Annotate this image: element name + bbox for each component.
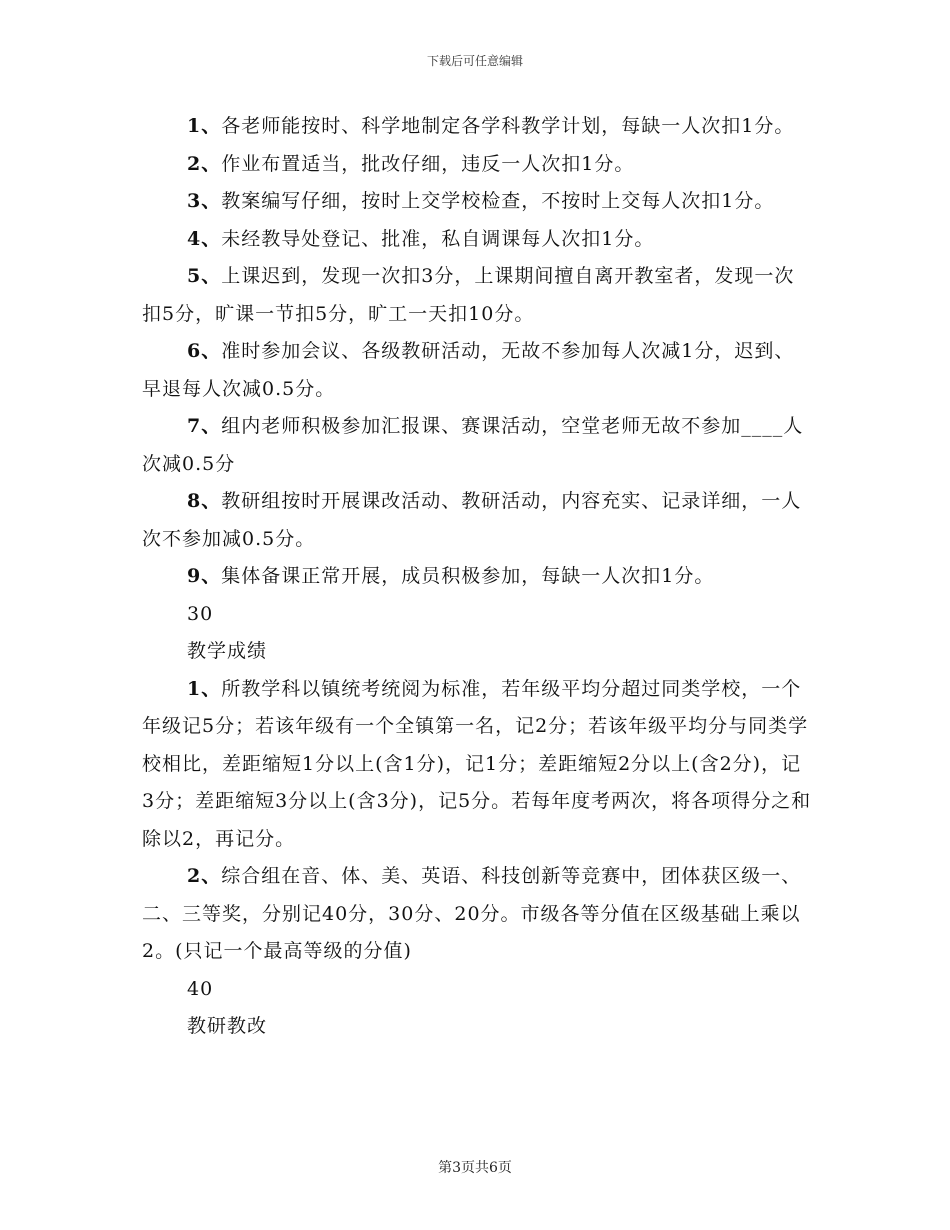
rule-item-4 [142,221,814,259]
rule-item-8 [142,483,814,558]
item-text: 上课迟到，发现一次扣3分，上课期间擅自离开教室者，发现一次扣5分，旷课一节扣5分，旷工一天扣10分。 [142,265,795,325]
item-text: 作业布置适当，批改仔细，违反一人次扣1分。 [221,152,635,175]
rule-item-7 [142,408,814,483]
section-title: 教研教改 [187,1015,268,1037]
item-number: 8、 [187,490,222,512]
achievement-item-1 [142,671,814,859]
rule-item-6 [142,333,814,408]
item-number: 2、 [187,152,222,175]
item-number: 3、 [187,190,222,212]
item-text: 所教学科以镇统考统阅为标准，若年级平均分超过同类学校，一个年级记5分；若该年级有一个全镇第一名，记2分；若该年级平均分与同类学校相比，差距缩短1分以上(含1分)，记1分；差距缩短2分以上(含2分)，记3分；差距缩短3分以上(含3分)，记5分。若每年度考两次，将各项得分之和除以2，再记分。 [142,677,812,850]
item-text: 集体备课正常开展，成员积极参加，每缺一人次扣1分。 [221,565,715,587]
section-title: 教学成绩 [187,640,268,662]
item-number: 5、 [187,265,222,287]
item-text: 各老师能按时、科学地制定各学科教学计划，每缺一人次扣1分。 [221,115,795,137]
rule-item-5 [142,258,814,333]
page-footer: 第3页共6页 [438,1160,512,1176]
rule-item-9 [142,558,814,596]
item-text: 教研组按时开展课改活动、教研活动，内容充实、记录详细，一人次不参加减0.5分。 [142,490,802,550]
page-header: 下载后可任意编辑 [426,54,523,68]
item-text: 教案编写仔细，按时上交学校检查，不按时上交每人次扣1分。 [221,190,775,212]
document-body [142,108,814,1046]
achievement-item-2 [142,858,814,971]
rule-item-3 [142,183,814,221]
section-score: 40 [187,977,214,1000]
item-text: 组内老师积极参加汇报课、赛课活动，空堂老师无故不参加____人次减0.5分 [142,415,804,475]
item-number: 7、 [187,415,222,437]
item-number: 1、 [187,115,222,137]
item-number: 2、 [187,865,222,887]
rule-item-2 [142,146,814,184]
rule-item-1 [142,108,814,146]
item-text: 未经教导处登记、批准，私自调课每人次扣1分。 [221,227,655,250]
section-score: 30 [187,602,214,625]
item-number: 4、 [187,227,222,250]
item-text: 综合组在音、体、美、英语、科技创新等竞赛中，团体获区级一、二、三等奖，分别记40分，30分、20分。市级各等分值在区级基础上乘以2。(只记一个最高等级的分值) [142,865,802,962]
item-number: 6、 [187,340,222,362]
item-text: 准时参加会议、各级教研活动，无故不参加每人次减1分，迟到、早退每人次减0.5分。 [142,340,795,400]
item-number: 9、 [187,565,222,587]
item-number: 1、 [187,677,222,700]
